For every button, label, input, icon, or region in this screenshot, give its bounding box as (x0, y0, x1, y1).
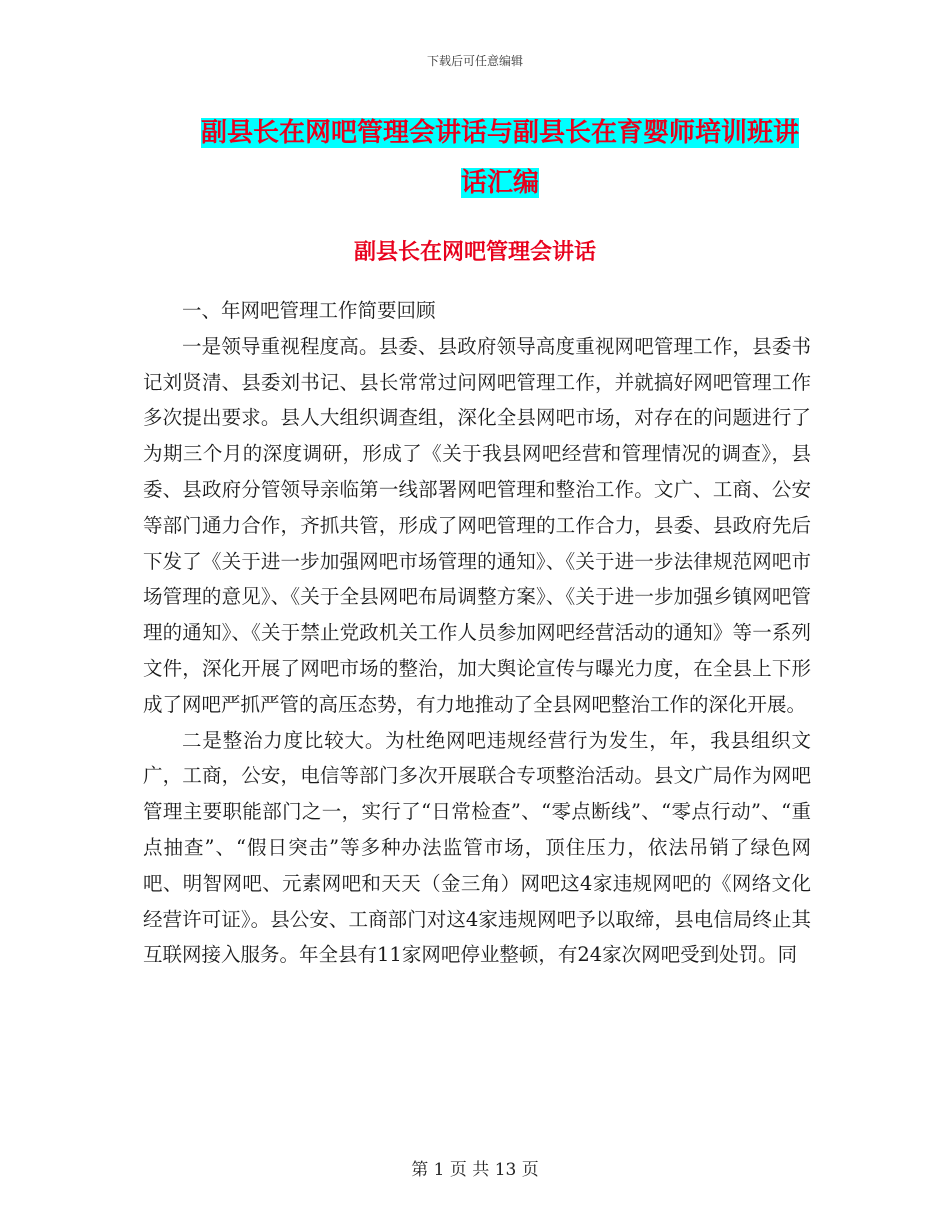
body-text (143, 293, 811, 973)
paragraph: 二是整治力度比较大。为杜绝网吧违规经营行为发生，年，我县组织文广，工商，公安，电信等部门多次开展联合专项整治活动。县文广局作为网吧管理主要职能部门之一，实行了“日常检查”、“零点断线”、“零点行动”、“重点抽查”、“假日突击”等多种办法监管市场，顶住压力，依法吊销了绿色网吧、明智网吧、元素网吧和天天（金三角）网吧这4家违规网吧的《网络文化经营许可证》。县公安、工商部门对这4家违规网吧予以取缔，县电信局终止其互联网接入服务。年全县有11家网吧停业整顿，有24家次网吧受到处罚。同 (143, 728, 811, 967)
header-note: 下载后可任意编辑 (426, 54, 523, 68)
page-footer: 第 1 页 共 13 页 (411, 1160, 539, 1180)
document-title (190, 108, 810, 208)
document-title-line-2: 话汇编 (460, 168, 539, 198)
section-title: 副县长在网吧管理会讲话 (353, 240, 596, 265)
paragraph-heading: 一、年网吧管理工作简要回顾 (182, 299, 436, 322)
document-title-line-1: 副县长在网吧管理会讲话与副县长在育婴师培训班讲 (200, 118, 799, 148)
paragraph: 一是领导重视程度高。县委、县政府领导高度重视网吧管理工作，县委书记刘贤清、县委刘书记、县长常常过问网吧管理工作，并就搞好网吧管理工作多次提出要求。县人大组织调查组，深化全县网吧市场，对存在的问题进行了为期三个月的深度调研，形成了《关于我县网吧经营和管理情况的调查》，县委、县政府分管领导亲临第一线部署网吧管理和整治工作。文广、工商、公安等部门通力合作，齐抓共管，形成了网吧管理的工作合力，县委、县政府先后下发了《关于进一步加强网吧市场管理的通知》、《关于进一步法律规范网吧市场管理的意见》、《关于全县网吧布局调整方案》、《关于进一步加强乡镇网吧管理的通知》、《关于禁止党政机关工作人员参加网吧经营活动的通知》等一系列文件，深化开展了网吧市场的整治，加大舆论宣传与曝光力度，在全县上下形成了网吧严抓严管的高压态势，有力地推动了全县网吧整治工作的深化开展。 (143, 334, 811, 716)
